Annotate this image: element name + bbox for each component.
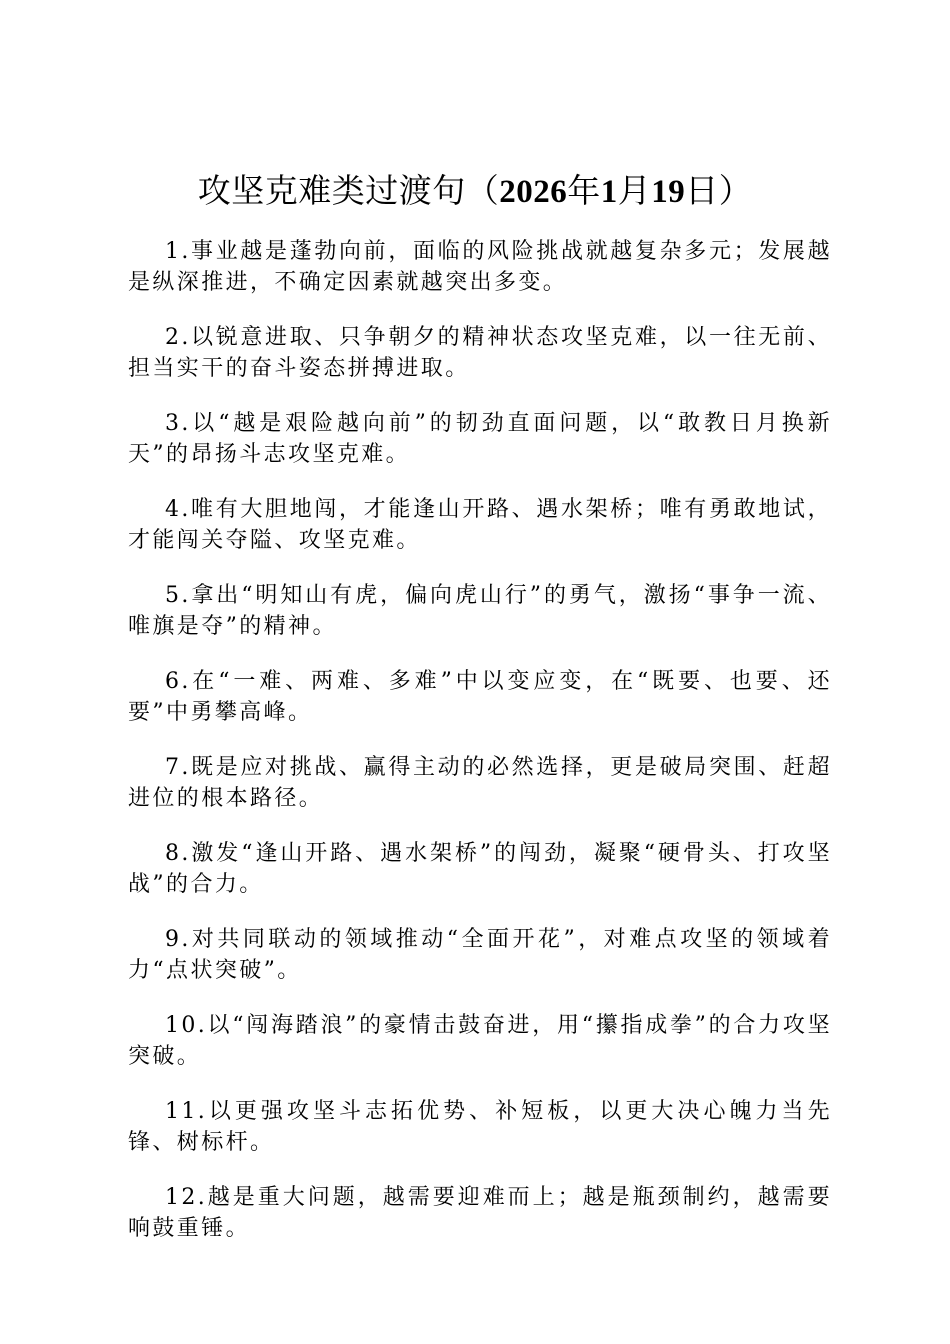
list-item: 9.对共同联动的领域推动“全面开花”，对难点攻坚的领域着力“点状突破”。 [128,927,832,983]
title-month-unit: 月 [617,171,652,210]
list-item: 5.拿出“明知山有虎，偏向虎山行”的勇气，激扬“事争一流、唯旗是夺”的精神。 [128,583,832,639]
list-item: 6.在“一难、两难、多难”中以变应变，在“既要、也要、还要”中勇攀高峰。 [128,669,832,725]
title-year: 2026 [499,174,568,210]
list-item: 7.既是应对挑战、赢得主动的必然选择，更是破局突围、赶超进位的根本路径。 [128,755,832,811]
title-prefix: 攻坚克难类过渡句（ [197,171,500,210]
title-month: 1 [600,174,618,210]
list-item: 3.以“越是艰险越向前”的韧劲直面问题，以“敢教日月换新天”的昂扬斗志攻坚克难。 [128,411,832,467]
title-day: 19 [651,174,686,210]
list-item: 11.以更强攻坚斗志拓优势、补短板，以更大决心魄力当先锋、树标杆。 [128,1099,832,1155]
sentence-list [128,236,832,1268]
document-title [60,168,890,215]
list-item: 8.激发“逢山开路、遇水架桥”的闯劲，凝聚“硬骨头、打攻坚战”的合力。 [128,841,832,897]
list-item: 1.事业越是蓬勃向前，面临的风险挑战就越复杂多元；发展越是纵深推进，不确定因素就越突出多变。 [128,239,832,295]
title-suffix: 日） [685,171,753,210]
list-item: 10.以“闯海踏浪”的豪情击鼓奋进，用“攥指成拳”的合力攻坚突破。 [128,1013,832,1069]
title-year-unit: 年 [567,171,601,210]
list-item: 12.越是重大问题，越需要迎难而上；越是瓶颈制约，越需要响鼓重锤。 [128,1185,832,1241]
list-item: 2.以锐意进取、只争朝夕的精神状态攻坚克难，以一往无前、担当实干的奋斗姿态拼搏进取。 [128,325,832,381]
list-item: 4.唯有大胆地闯，才能逢山开路、遇水架桥；唯有勇敢地试，才能闯关夺隘、攻坚克难。 [128,497,832,553]
